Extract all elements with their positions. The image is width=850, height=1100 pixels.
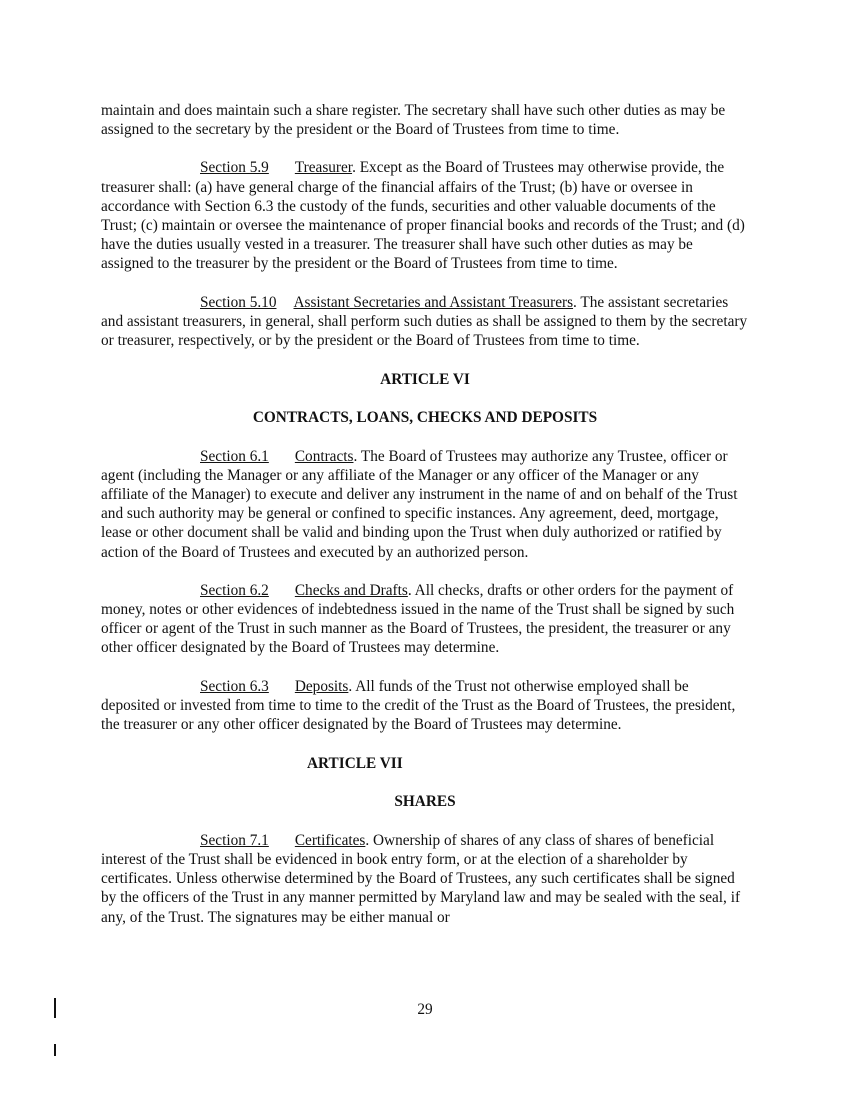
section-5-9-title: Treasurer xyxy=(294,159,353,177)
section-7-1-body: . Ownership of shares of any class of shares of beneficial interest of the Trust shall be evidenced in book entry form, or at the election of a shareholder by certificates. Unless otherwise determined by the Board of Trustees, any such certificates shall be signed by the officers of the Trust in any manner permitted by Maryland law and may be sealed with the seal, if any, of the Trust. The signatures may be either manual or xyxy=(101,831,741,926)
section-5-10-paragraph xyxy=(101,293,749,351)
section-7-1-number: Section 7.1 xyxy=(200,831,269,849)
section-5-10-body: . The assistant secretaries and assistant treasurers, in general, shall perform such duties as shall be assigned to them by the secretary or treasurer, respectively, or by the president or the Board of Trustees from time to time. xyxy=(101,293,748,350)
section-6-3-paragraph xyxy=(101,677,749,735)
section-7-1-title: Certificates xyxy=(294,831,366,849)
section-5-9-number: Section 5.9 xyxy=(200,159,269,177)
margin-change-bar-lower xyxy=(54,1044,56,1056)
section-6-2-number: Section 6.2 xyxy=(200,581,269,599)
section-6-1-paragraph xyxy=(101,447,749,562)
section-6-2-title: Checks and Drafts xyxy=(294,581,408,599)
section-6-1-number: Section 6.1 xyxy=(200,447,269,465)
article-vi-title: CONTRACTS, LOANS, CHECKS AND DEPOSITS xyxy=(252,409,598,427)
section-6-3-body: . All funds of the Trust not otherwise employed shall be deposited or invested from time to time to the credit of the Trust as the Board of Trustees, the president, the treasurer or any other officer designated by the Board of Trustees may determine. xyxy=(101,677,736,734)
section-7-1-paragraph xyxy=(101,831,749,927)
margin-change-bar xyxy=(54,998,56,1018)
page-number: 29 xyxy=(417,1001,433,1018)
article-vii-title: SHARES xyxy=(394,793,456,811)
section-5-10-number: Section 5.10 xyxy=(200,293,277,311)
section-5-10-title: Assistant Secretaries and Assistant Treasurers xyxy=(293,293,574,311)
document-page xyxy=(101,101,749,927)
section-6-3-title: Deposits xyxy=(294,677,349,695)
section-6-1-body: . The Board of Trustees may authorize any Trustee, officer or agent (including the Manager or any affiliate of the Manager or any officer of the Manager or any affiliate of the Manager) to execute and deliver any instrument in the name of and on behalf of the Trust and such authority may be general or confined to specific instances. Any agreement, deed, mortgage, lease or other document shall be valid and binding upon the Trust when duly authorized or ratified by action of the Board of Trustees and executed by an authorized person. xyxy=(101,447,738,561)
article-vi-label: ARTICLE VI xyxy=(380,371,470,389)
section-6-2-body: . All checks, drafts or other orders for the payment of money, notes or other evidences of indebtedness issued in the name of the Trust shall be signed by such officer or agent of the Trust in such manner as the Board of Trustees, the president, the treasurer or any other officer designated by the Board of Trustees may determine. xyxy=(101,581,735,657)
intro-paragraph: maintain and does maintain such a share register. The secretary shall have such other duties as may be assigned to the secretary by the president or the Board of Trustees from time to time. xyxy=(101,102,726,139)
section-6-1-title: Contracts xyxy=(294,447,354,465)
article-vii-label: ARTICLE VII xyxy=(307,755,403,773)
section-6-3-number: Section 6.3 xyxy=(200,677,269,695)
section-5-9-paragraph xyxy=(101,158,749,273)
section-6-2-paragraph xyxy=(101,581,749,658)
section-5-9-body: . Except as the Board of Trustees may otherwise provide, the treasurer shall: (a) have general charge of the financial affairs of the Trust; (b) have or oversee in accordance with Section 6.3 the custody of the funds, securities and other valuable documents of the Trust; (c) maintain or oversee the maintenance of proper financial books and records of the Trust; and (d) have the duties usually vested in a treasurer. The treasurer shall have such other duties as may be assigned to the treasurer by the president or the Board of Trustees from time to time. xyxy=(101,159,745,273)
